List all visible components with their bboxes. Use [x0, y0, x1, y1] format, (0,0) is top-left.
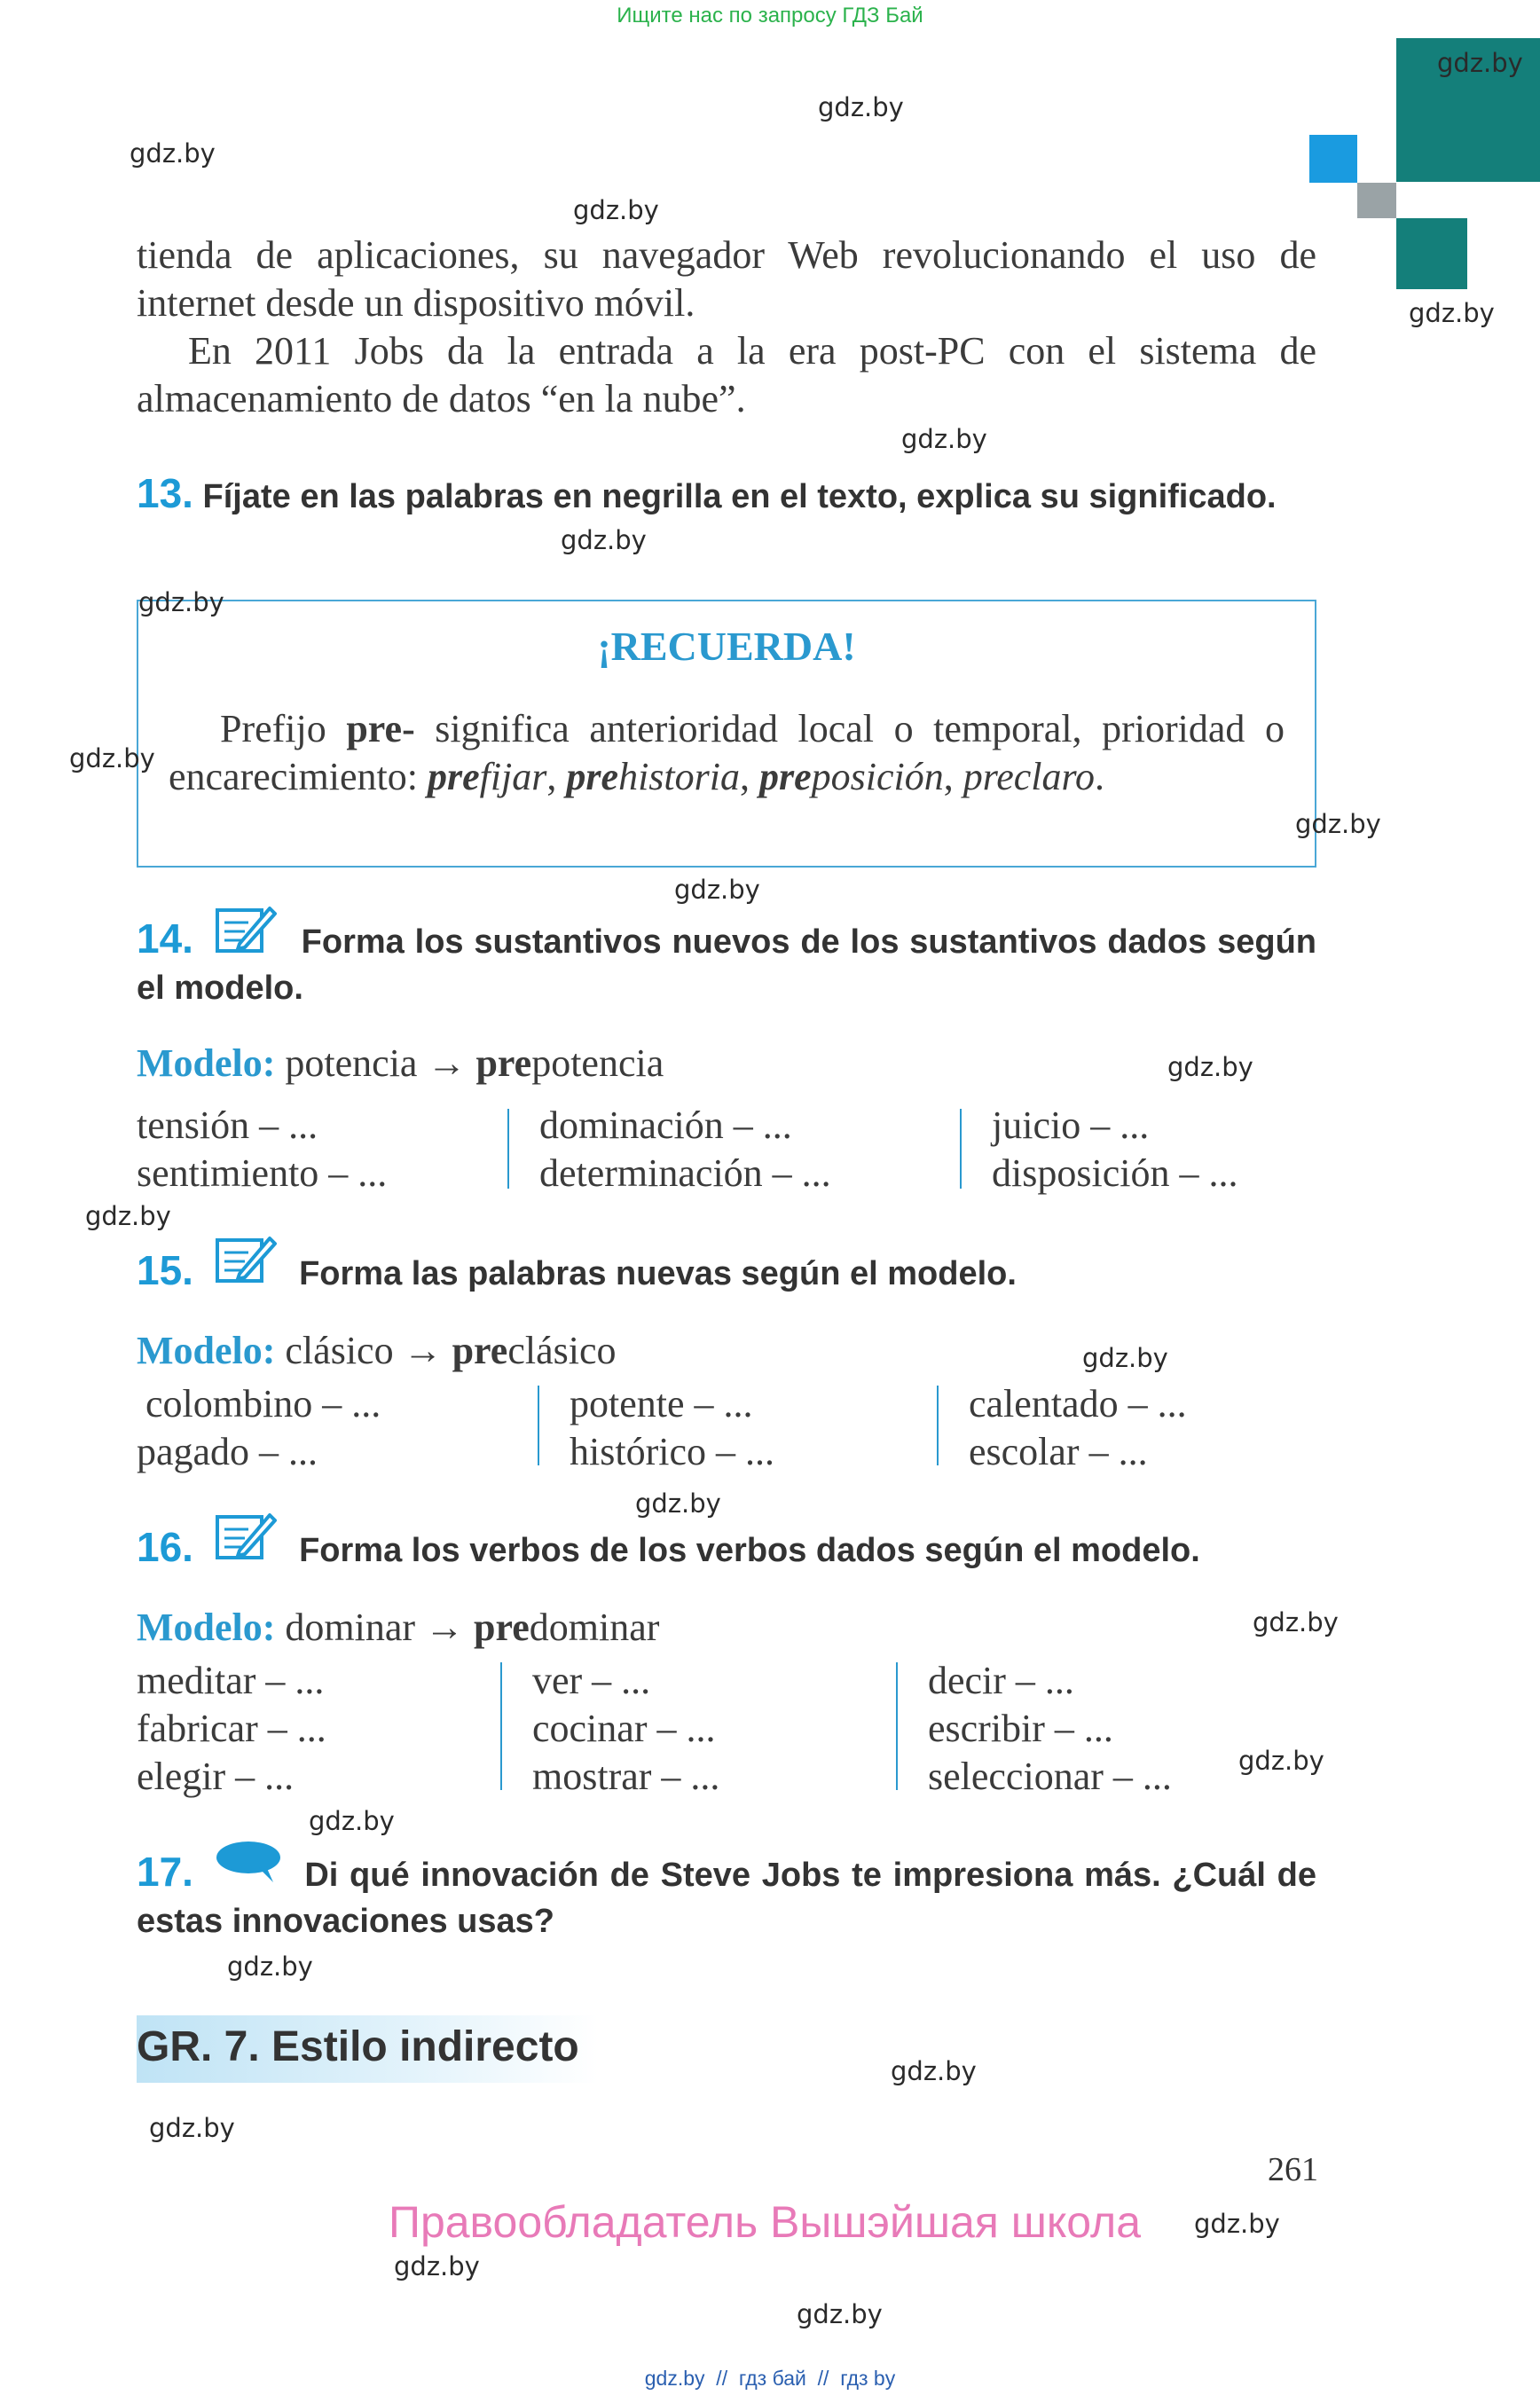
divider — [538, 1386, 539, 1465]
watermark: gdz.by — [69, 743, 155, 774]
divider — [937, 1386, 939, 1465]
task-number: 17. — [137, 1849, 193, 1895]
task14-col-1: tensión – ... sentimiento – ... — [137, 1103, 388, 1195]
copyright-notice: Правообладатель Вышэйшая школа — [389, 2197, 1141, 2247]
watermark: gdz.by — [1194, 2209, 1280, 2239]
task16-col-1: meditar – ... fabricar – ... elegir – ... — [137, 1659, 326, 1798]
watermark: gdz.by — [130, 138, 216, 169]
watermark: gdz.by — [818, 92, 904, 122]
task-text: Fíjate en las palabras en negrilla en el texto, explica su significado. — [202, 478, 1277, 515]
watermark: gdz.by — [1409, 298, 1495, 328]
intro-paragraph-1: tienda de aplicaciones, su navegador Web revolucionando el uso de internet desde un dispositivo móvil. — [137, 233, 1316, 325]
task-number: 15. — [137, 1247, 193, 1293]
intro-paragraph-2: En 2011 Jobs da la entrada a la era post-PC con el sistema de almacenamiento de datos “en la nube”. — [137, 329, 1316, 420]
decor-square-gray — [1357, 183, 1396, 218]
watermark: gdz.by — [227, 1951, 313, 1982]
divider — [500, 1662, 502, 1790]
watermark: gdz.by — [309, 1806, 395, 1836]
task-number: 14. — [137, 915, 193, 962]
model-14: Modelo: potencia → prepotencia — [137, 1041, 664, 1085]
model-16: Modelo: dominar → predominar — [137, 1606, 660, 1649]
watermark: gdz.by — [561, 525, 647, 555]
task15-col-3: calentado – ... escolar – ... — [969, 1382, 1187, 1473]
task-16 — [137, 1524, 1316, 1574]
watermark: gdz.by — [1167, 1052, 1253, 1082]
page-number: 261 — [1268, 2151, 1318, 2188]
task-number: 13. — [137, 470, 193, 516]
watermark: gdz.by — [1253, 1607, 1339, 1637]
section-heading: GR. 7. Estilo indirecto — [137, 2023, 579, 2070]
task14-col-3: juicio – ... disposición – ... — [992, 1103, 1238, 1195]
divider — [960, 1109, 962, 1189]
task-text: Forma las palabras nuevas según el modelo. — [299, 1255, 1017, 1292]
task-14 — [137, 915, 1316, 1011]
prefix-pre: pre- — [346, 707, 415, 750]
watermark: gdz.by — [891, 2056, 977, 2086]
watermark: gdz.by — [1295, 809, 1381, 839]
watermark: gdz.by — [674, 875, 760, 905]
decor-square-teal-small — [1396, 218, 1467, 289]
watermark: gdz.by — [797, 2299, 883, 2329]
task-number: 16. — [137, 1524, 193, 1570]
task16-col-3: decir – ... escribir – ... seleccionar – ... — [928, 1659, 1172, 1798]
watermark: gdz.by — [85, 1201, 171, 1231]
watermark: gdz.by — [1082, 1343, 1168, 1373]
watermark: gdz.by — [635, 1488, 721, 1519]
task-text: Di qué innovación de Steve Jobs te impresiona más. ¿Cuál de estas innovaciones usas? — [137, 1857, 1316, 1940]
divider — [507, 1109, 509, 1189]
recuerda-text: Prefijo pre- significa anterioridad local o temporal, prioridad o encarecimiento: prefijar, prehistoria, preposición, preclaro. — [169, 707, 1285, 798]
top-note: Ищите нас по запросу ГДЗ Бай — [617, 4, 923, 27]
task-17 — [137, 1849, 1316, 1944]
watermark: gdz.by — [138, 587, 224, 617]
watermark: gdz.by — [573, 195, 659, 225]
task15-col-1: colombino – ... pagado – ... — [137, 1382, 381, 1473]
task16-col-2: ver – ... cocinar – ... mostrar – ... — [532, 1659, 720, 1798]
task14-col-2: dominación – ... determinación – ... — [539, 1103, 831, 1195]
task-15 — [137, 1247, 1316, 1297]
watermark: gdz.by — [149, 2113, 235, 2143]
watermark: gdz.by — [394, 2251, 480, 2281]
divider — [896, 1662, 898, 1790]
footer-links[interactable]: gdz.by // гдз бай // гдз by — [644, 2367, 896, 2390]
model-15: Modelo: clásico → preclásico — [137, 1329, 617, 1372]
task-13 — [137, 470, 1316, 520]
task-text: Forma los verbos de los verbos dados según el modelo. — [299, 1532, 1200, 1569]
task-text: Forma los sustantivos nuevos de los sustantivos dados según el modelo. — [137, 923, 1316, 1007]
recuerda-title: ¡RECUERDA! — [597, 624, 856, 669]
decor-square-blue — [1309, 135, 1357, 183]
watermark: gdz.by — [1238, 1746, 1324, 1776]
watermark: gdz.by — [901, 424, 987, 454]
task15-col-2: potente – ... histórico – ... — [570, 1382, 774, 1473]
watermark: gdz.by — [1437, 48, 1523, 78]
